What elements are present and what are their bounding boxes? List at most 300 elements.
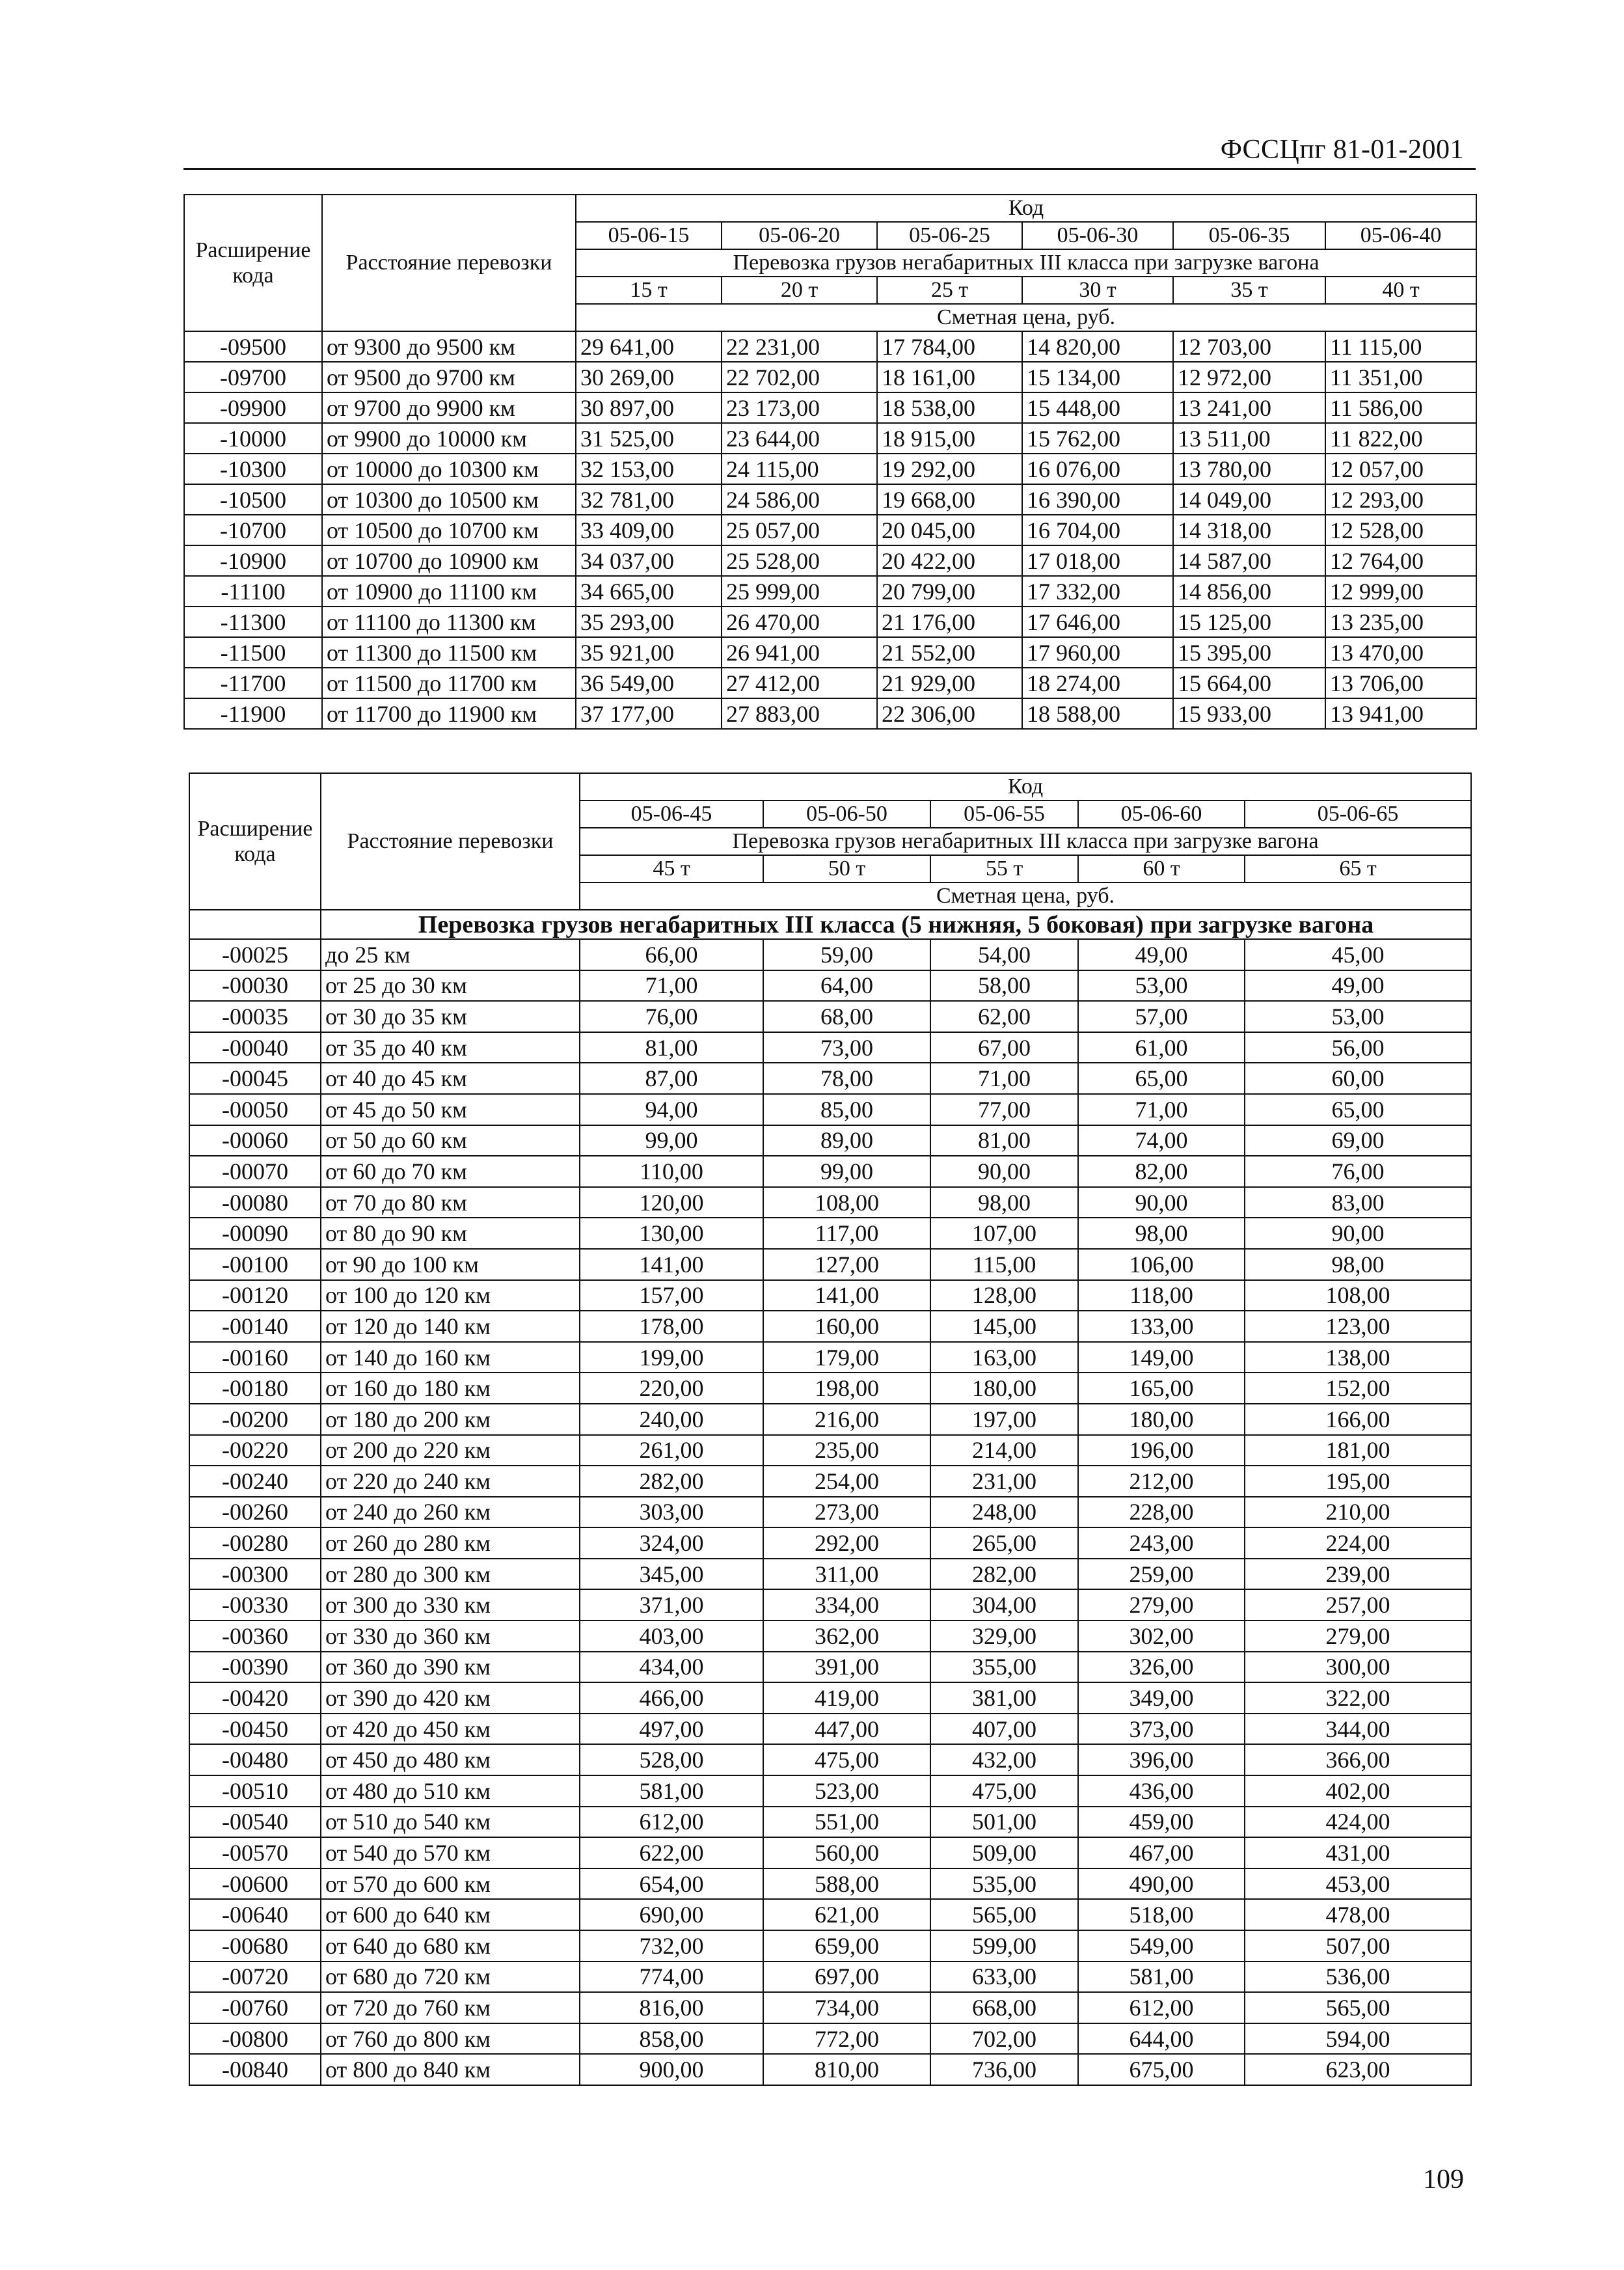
distance-cell: от 720 до 760 км — [321, 1992, 580, 2023]
price-cell: 128,00 — [930, 1280, 1078, 1311]
price-cell: 772,00 — [763, 2023, 930, 2055]
price-cell: 20 422,00 — [877, 545, 1022, 576]
price-cell: 98,00 — [1078, 1218, 1245, 1249]
distance-cell: от 70 до 80 км — [321, 1187, 580, 1218]
table-row — [189, 970, 1471, 1002]
price-cell: 668,00 — [930, 1992, 1078, 2023]
ext-code-cell: -00420 — [189, 1682, 321, 1714]
distance-cell: от 80 до 90 км — [321, 1218, 580, 1249]
ext-code-cell: -00480 — [189, 1744, 321, 1775]
distance-cell: от 11700 до 11900 км — [322, 698, 576, 729]
price-cell: 11 115,00 — [1325, 331, 1476, 362]
price-cell: 198,00 — [763, 1373, 930, 1404]
table-row — [189, 1775, 1471, 1807]
distance-cell: от 240 до 260 км — [321, 1497, 580, 1528]
price-cell: 181,00 — [1245, 1435, 1471, 1466]
table-row — [189, 1559, 1471, 1590]
price-cell: 199,00 — [580, 1342, 763, 1373]
price-cell: 17 960,00 — [1022, 637, 1173, 668]
price-cell: 736,00 — [930, 2054, 1078, 2085]
ext-code-cell: -11300 — [184, 607, 322, 637]
table-row — [184, 331, 1476, 362]
price-cell: 37 177,00 — [576, 698, 722, 729]
price-cell: 22 306,00 — [877, 698, 1022, 729]
ext-code-cell: -00680 — [189, 1930, 321, 1962]
distance-cell: от 120 до 140 км — [321, 1311, 580, 1342]
price-cell: 13 470,00 — [1325, 637, 1476, 668]
distance-cell: от 60 до 70 км — [321, 1156, 580, 1187]
distance-cell: от 570 до 600 км — [321, 1868, 580, 1900]
ext-code-cell: -00100 — [189, 1249, 321, 1280]
table-row — [189, 1032, 1471, 1063]
price-cell: 436,00 — [1078, 1775, 1245, 1807]
price-cell: 64,00 — [763, 970, 930, 1002]
price-cell: 774,00 — [580, 1962, 763, 1993]
distance-cell: от 50 до 60 км — [321, 1125, 580, 1156]
price-cell: 371,00 — [580, 1589, 763, 1620]
distance-cell: от 11100 до 11300 км — [322, 607, 576, 637]
table-row — [189, 1187, 1471, 1218]
price-cell: 16 076,00 — [1022, 454, 1173, 484]
price-cell: 45,00 — [1245, 939, 1471, 970]
price-cell: 110,00 — [580, 1156, 763, 1187]
price-cell: 17 646,00 — [1022, 607, 1173, 637]
price-cell: 178,00 — [580, 1311, 763, 1342]
price-cell: 27 883,00 — [722, 698, 877, 729]
price-cell: 535,00 — [930, 1868, 1078, 1900]
price-cell: 322,00 — [1245, 1682, 1471, 1714]
price-cell: 518,00 — [1078, 1899, 1245, 1930]
table-row — [189, 1652, 1471, 1683]
kod-header: Код — [580, 773, 1471, 800]
section-title: Перевозка грузов негабаритных III класса (5 нижняя, 5 боковая) при загрузке вагона — [321, 910, 1471, 939]
price-cell: 123,00 — [1245, 1311, 1471, 1342]
price-cell: 67,00 — [930, 1032, 1078, 1063]
price-cell: 32 153,00 — [576, 454, 722, 484]
price-cell: 259,00 — [1078, 1559, 1245, 1590]
price-cell: 212,00 — [1078, 1466, 1245, 1497]
ext-code-cell: -00090 — [189, 1218, 321, 1249]
distance-cell: от 45 до 50 км — [321, 1094, 580, 1125]
distance-cell: от 11500 до 11700 км — [322, 668, 576, 698]
price-cell: 329,00 — [930, 1620, 1078, 1652]
price-cell: 612,00 — [580, 1807, 763, 1838]
price-cell: 73,00 — [763, 1032, 930, 1063]
price-cell: 179,00 — [763, 1342, 930, 1373]
price-cell: 99,00 — [580, 1125, 763, 1156]
price-cell: 13 241,00 — [1173, 392, 1325, 423]
table-row — [189, 1589, 1471, 1620]
price-cell: 18 538,00 — [877, 392, 1022, 423]
price-cell: 373,00 — [1078, 1714, 1245, 1745]
ext-code-cell: -09500 — [184, 331, 322, 362]
price-cell: 381,00 — [930, 1682, 1078, 1714]
price-cell: 248,00 — [930, 1497, 1078, 1528]
ext-code-cell: -00160 — [189, 1342, 321, 1373]
price-cell: 536,00 — [1245, 1962, 1471, 1993]
table-row — [184, 454, 1476, 484]
price-cell: 257,00 — [1245, 1589, 1471, 1620]
price-cell: 621,00 — [763, 1899, 930, 1930]
price-cell: 391,00 — [763, 1652, 930, 1683]
distance-cell: от 90 до 100 км — [321, 1249, 580, 1280]
price-cell: 581,00 — [1078, 1962, 1245, 1993]
price-cell: 560,00 — [763, 1837, 930, 1868]
distance-cell: от 540 до 570 км — [321, 1837, 580, 1868]
price-cell: 424,00 — [1245, 1807, 1471, 1838]
price-cell: 61,00 — [1078, 1032, 1245, 1063]
price-cell: 26 470,00 — [722, 607, 877, 637]
price-cell: 12 764,00 — [1325, 545, 1476, 576]
price-cell: 12 999,00 — [1325, 576, 1476, 607]
price-cell: 447,00 — [763, 1714, 930, 1745]
price-cell: 160,00 — [763, 1311, 930, 1342]
price-table-1 — [183, 194, 1477, 730]
price-cell: 14 856,00 — [1173, 576, 1325, 607]
price-cell: 659,00 — [763, 1930, 930, 1962]
price-cell: 21 929,00 — [877, 668, 1022, 698]
price-cell: 14 587,00 — [1173, 545, 1325, 576]
price-cell: 76,00 — [1245, 1156, 1471, 1187]
price-cell: 20 045,00 — [877, 515, 1022, 545]
price-cell: 254,00 — [763, 1466, 930, 1497]
table-row — [184, 392, 1476, 423]
price-cell: 501,00 — [930, 1807, 1078, 1838]
ext-code-header: Расширение кода — [184, 195, 322, 331]
price-cell: 74,00 — [1078, 1125, 1245, 1156]
table-row — [184, 484, 1476, 515]
price-cell: 15 395,00 — [1173, 637, 1325, 668]
price-cell: 12 528,00 — [1325, 515, 1476, 545]
price-cell: 32 781,00 — [576, 484, 722, 515]
price-cell: 345,00 — [580, 1559, 763, 1590]
table-row — [189, 1868, 1471, 1900]
distance-cell: от 420 до 450 км — [321, 1714, 580, 1745]
price-cell: 141,00 — [580, 1249, 763, 1280]
price-cell: 27 412,00 — [722, 668, 877, 698]
distance-cell: от 260 до 280 км — [321, 1527, 580, 1559]
table-row — [189, 1807, 1471, 1838]
price-cell: 20 799,00 — [877, 576, 1022, 607]
price-cell: 224,00 — [1245, 1527, 1471, 1559]
price-cell: 581,00 — [580, 1775, 763, 1807]
table-row — [189, 1435, 1471, 1466]
ext-code-cell: -00510 — [189, 1775, 321, 1807]
ext-code-cell: -00840 — [189, 2054, 321, 2085]
table-row — [189, 1404, 1471, 1435]
price-cell: 89,00 — [763, 1125, 930, 1156]
price-cell: 396,00 — [1078, 1744, 1245, 1775]
price-cell: 497,00 — [580, 1714, 763, 1745]
ext-code-cell: -00570 — [189, 1837, 321, 1868]
table-row — [189, 1837, 1471, 1868]
table-row — [189, 1156, 1471, 1187]
price-cell: 17 784,00 — [877, 331, 1022, 362]
table-row — [189, 1466, 1471, 1497]
price-cell: 407,00 — [930, 1714, 1078, 1745]
table-row — [189, 1280, 1471, 1311]
price-cell: 239,00 — [1245, 1559, 1471, 1590]
table-row — [184, 698, 1476, 729]
ext-code-cell: -00760 — [189, 1992, 321, 2023]
price-cell: 25 057,00 — [722, 515, 877, 545]
ext-code-cell: -00030 — [189, 970, 321, 1002]
price-cell: 66,00 — [580, 939, 763, 970]
price-cell: 35 921,00 — [576, 637, 722, 668]
table-row — [189, 2054, 1471, 2085]
price-cell: 490,00 — [1078, 1868, 1245, 1900]
price-cell: 15 664,00 — [1173, 668, 1325, 698]
table-row — [184, 607, 1476, 637]
ext-code-cell: -11700 — [184, 668, 322, 698]
distance-cell: до 25 км — [321, 939, 580, 970]
price-cell: 261,00 — [580, 1435, 763, 1466]
ext-code-cell: -00390 — [189, 1652, 321, 1683]
price-cell: 94,00 — [580, 1094, 763, 1125]
price-cell: 35 293,00 — [576, 607, 722, 637]
table-row — [189, 1094, 1471, 1125]
price-cell: 149,00 — [1078, 1342, 1245, 1373]
price-cell: 14 049,00 — [1173, 484, 1325, 515]
price-cell: 858,00 — [580, 2023, 763, 2055]
price-cell: 130,00 — [580, 1218, 763, 1249]
price-cell: 54,00 — [930, 939, 1078, 970]
ext-code-cell: -00040 — [189, 1032, 321, 1063]
price-cell: 403,00 — [580, 1620, 763, 1652]
price-cell: 68,00 — [763, 1001, 930, 1032]
table-row — [184, 545, 1476, 576]
price-cell: 240,00 — [580, 1404, 763, 1435]
price-cell: 85,00 — [763, 1094, 930, 1125]
price-cell: 24 115,00 — [722, 454, 877, 484]
price-cell: 25 528,00 — [722, 545, 877, 576]
document-code: ФССЦпг 81-01-2001 — [1220, 135, 1464, 165]
distance-cell: от 480 до 510 км — [321, 1775, 580, 1807]
header-rule — [183, 168, 1476, 170]
price-cell: 702,00 — [930, 2023, 1078, 2055]
price-cell: 732,00 — [580, 1930, 763, 1962]
price-cell: 509,00 — [930, 1837, 1078, 1868]
price-cell: 11 822,00 — [1325, 423, 1476, 454]
price-cell: 366,00 — [1245, 1744, 1471, 1775]
code-header: 05-06-35 — [1173, 222, 1325, 249]
price-cell: 33 409,00 — [576, 515, 722, 545]
distance-cell: от 510 до 540 км — [321, 1807, 580, 1838]
ext-code-cell: -10700 — [184, 515, 322, 545]
distance-cell: от 10000 до 10300 км — [322, 454, 576, 484]
kod-header: Код — [576, 195, 1476, 222]
price-cell: 180,00 — [1078, 1404, 1245, 1435]
table-row — [189, 1899, 1471, 1930]
price-cell: 12 972,00 — [1173, 362, 1325, 392]
load-header: 25 т — [877, 277, 1022, 304]
price-cell: 300,00 — [1245, 1652, 1471, 1683]
price-header: Сметная цена, руб. — [576, 304, 1476, 331]
price-cell: 87,00 — [580, 1063, 763, 1094]
distance-cell: от 9900 до 10000 км — [322, 423, 576, 454]
table-row — [189, 1497, 1471, 1528]
price-cell: 65,00 — [1245, 1094, 1471, 1125]
distance-cell: от 360 до 390 км — [321, 1652, 580, 1683]
code-header: 05-06-45 — [580, 800, 763, 828]
ext-code-cell: -10900 — [184, 545, 322, 576]
table-row — [189, 1218, 1471, 1249]
price-cell: 18 274,00 — [1022, 668, 1173, 698]
price-cell: 180,00 — [930, 1373, 1078, 1404]
price-cell: 612,00 — [1078, 1992, 1245, 2023]
price-cell: 56,00 — [1245, 1032, 1471, 1063]
price-cell: 118,00 — [1078, 1280, 1245, 1311]
table-row — [184, 515, 1476, 545]
price-cell: 18 161,00 — [877, 362, 1022, 392]
price-cell: 690,00 — [580, 1899, 763, 1930]
distance-cell: от 9700 до 9900 км — [322, 392, 576, 423]
price-cell: 163,00 — [930, 1342, 1078, 1373]
distance-cell: от 25 до 30 км — [321, 970, 580, 1002]
price-cell: 14 820,00 — [1022, 331, 1173, 362]
price-cell: 49,00 — [1078, 939, 1245, 970]
price-cell: 302,00 — [1078, 1620, 1245, 1652]
price-table-2 — [189, 773, 1472, 2086]
table-row — [189, 1962, 1471, 1993]
price-cell: 324,00 — [580, 1527, 763, 1559]
price-cell: 402,00 — [1245, 1775, 1471, 1807]
price-cell: 810,00 — [763, 2054, 930, 2085]
price-cell: 78,00 — [763, 1063, 930, 1094]
page-number: 109 — [1423, 2165, 1464, 2195]
distance-cell: от 140 до 160 км — [321, 1342, 580, 1373]
price-cell: 231,00 — [930, 1466, 1078, 1497]
price-cell: 23 644,00 — [722, 423, 877, 454]
price-cell: 475,00 — [930, 1775, 1078, 1807]
price-cell: 166,00 — [1245, 1404, 1471, 1435]
ext-code-cell: -00220 — [189, 1435, 321, 1466]
price-cell: 220,00 — [580, 1373, 763, 1404]
price-cell: 53,00 — [1245, 1001, 1471, 1032]
table-row — [189, 1744, 1471, 1775]
distance-cell: от 100 до 120 км — [321, 1280, 580, 1311]
price-cell: 349,00 — [1078, 1682, 1245, 1714]
distance-cell: от 450 до 480 км — [321, 1744, 580, 1775]
load-header: 40 т — [1325, 277, 1476, 304]
price-cell: 90,00 — [1078, 1187, 1245, 1218]
price-cell: 108,00 — [763, 1187, 930, 1218]
distance-cell: от 180 до 200 км — [321, 1404, 580, 1435]
price-cell: 152,00 — [1245, 1373, 1471, 1404]
distance-cell: от 680 до 720 км — [321, 1962, 580, 1993]
price-cell: 459,00 — [1078, 1807, 1245, 1838]
transport-header: Перевозка грузов негабаритных III класса при загрузке вагона — [580, 828, 1471, 855]
load-header: 30 т — [1022, 277, 1173, 304]
price-cell: 30 897,00 — [576, 392, 722, 423]
price-cell: 523,00 — [763, 1775, 930, 1807]
price-cell: 25 999,00 — [722, 576, 877, 607]
price-cell: 434,00 — [580, 1652, 763, 1683]
price-cell: 12 703,00 — [1173, 331, 1325, 362]
price-cell: 900,00 — [580, 2054, 763, 2085]
load-header: 15 т — [576, 277, 722, 304]
table-row — [184, 637, 1476, 668]
distance-cell: от 40 до 45 км — [321, 1063, 580, 1094]
price-cell: 549,00 — [1078, 1930, 1245, 1962]
distance-cell: от 160 до 180 км — [321, 1373, 580, 1404]
price-cell: 13 941,00 — [1325, 698, 1476, 729]
ext-code-cell: -00300 — [189, 1559, 321, 1590]
ext-code-cell: -00060 — [189, 1125, 321, 1156]
price-cell: 228,00 — [1078, 1497, 1245, 1528]
table-row — [184, 362, 1476, 392]
price-header: Сметная цена, руб. — [580, 882, 1471, 910]
price-cell: 15 448,00 — [1022, 392, 1173, 423]
price-cell: 466,00 — [580, 1682, 763, 1714]
price-cell: 282,00 — [930, 1559, 1078, 1590]
distance-cell: от 11300 до 11500 км — [322, 637, 576, 668]
price-cell: 11 586,00 — [1325, 392, 1476, 423]
price-cell: 145,00 — [930, 1311, 1078, 1342]
price-cell: 475,00 — [763, 1744, 930, 1775]
price-cell: 98,00 — [930, 1187, 1078, 1218]
ext-code-cell: -00800 — [189, 2023, 321, 2055]
price-cell: 197,00 — [930, 1404, 1078, 1435]
ext-code-cell: -00035 — [189, 1001, 321, 1032]
price-cell: 58,00 — [930, 970, 1078, 1002]
price-cell: 599,00 — [930, 1930, 1078, 1962]
price-cell: 34 037,00 — [576, 545, 722, 576]
table-row — [189, 1125, 1471, 1156]
table-row — [184, 576, 1476, 607]
table-row — [184, 423, 1476, 454]
ext-code-cell: -00025 — [189, 939, 321, 970]
distance-cell: от 30 до 35 км — [321, 1001, 580, 1032]
price-cell: 362,00 — [763, 1620, 930, 1652]
price-cell: 12 057,00 — [1325, 454, 1476, 484]
price-cell: 279,00 — [1078, 1589, 1245, 1620]
price-cell: 30 269,00 — [576, 362, 722, 392]
price-cell: 210,00 — [1245, 1497, 1471, 1528]
price-cell: 644,00 — [1078, 2023, 1245, 2055]
price-cell: 141,00 — [763, 1280, 930, 1311]
price-cell: 15 125,00 — [1173, 607, 1325, 637]
load-header: 50 т — [763, 855, 930, 882]
price-cell: 697,00 — [763, 1962, 930, 1993]
price-cell: 734,00 — [763, 1992, 930, 2023]
code-header: 05-06-60 — [1078, 800, 1245, 828]
distance-cell: от 10900 до 11100 км — [322, 576, 576, 607]
price-cell: 82,00 — [1078, 1156, 1245, 1187]
ext-code-cell: -00050 — [189, 1094, 321, 1125]
price-cell: 334,00 — [763, 1589, 930, 1620]
price-cell: 13 235,00 — [1325, 607, 1476, 637]
transport-header: Перевозка грузов негабаритных III класса при загрузке вагона — [576, 249, 1476, 277]
price-cell: 71,00 — [580, 970, 763, 1002]
price-cell: 127,00 — [763, 1249, 930, 1280]
price-cell: 431,00 — [1245, 1837, 1471, 1868]
distance-cell: от 10300 до 10500 км — [322, 484, 576, 515]
price-cell: 623,00 — [1245, 2054, 1471, 2085]
price-cell: 467,00 — [1078, 1837, 1245, 1868]
price-cell: 62,00 — [930, 1001, 1078, 1032]
price-cell: 22 702,00 — [722, 362, 877, 392]
distance-cell: от 330 до 360 км — [321, 1620, 580, 1652]
price-cell: 528,00 — [580, 1744, 763, 1775]
load-header: 20 т — [722, 277, 877, 304]
table-row — [189, 939, 1471, 970]
price-cell: 507,00 — [1245, 1930, 1471, 1962]
price-cell: 304,00 — [930, 1589, 1078, 1620]
ext-code-cell: -00360 — [189, 1620, 321, 1652]
price-cell: 71,00 — [1078, 1094, 1245, 1125]
price-cell: 21 176,00 — [877, 607, 1022, 637]
